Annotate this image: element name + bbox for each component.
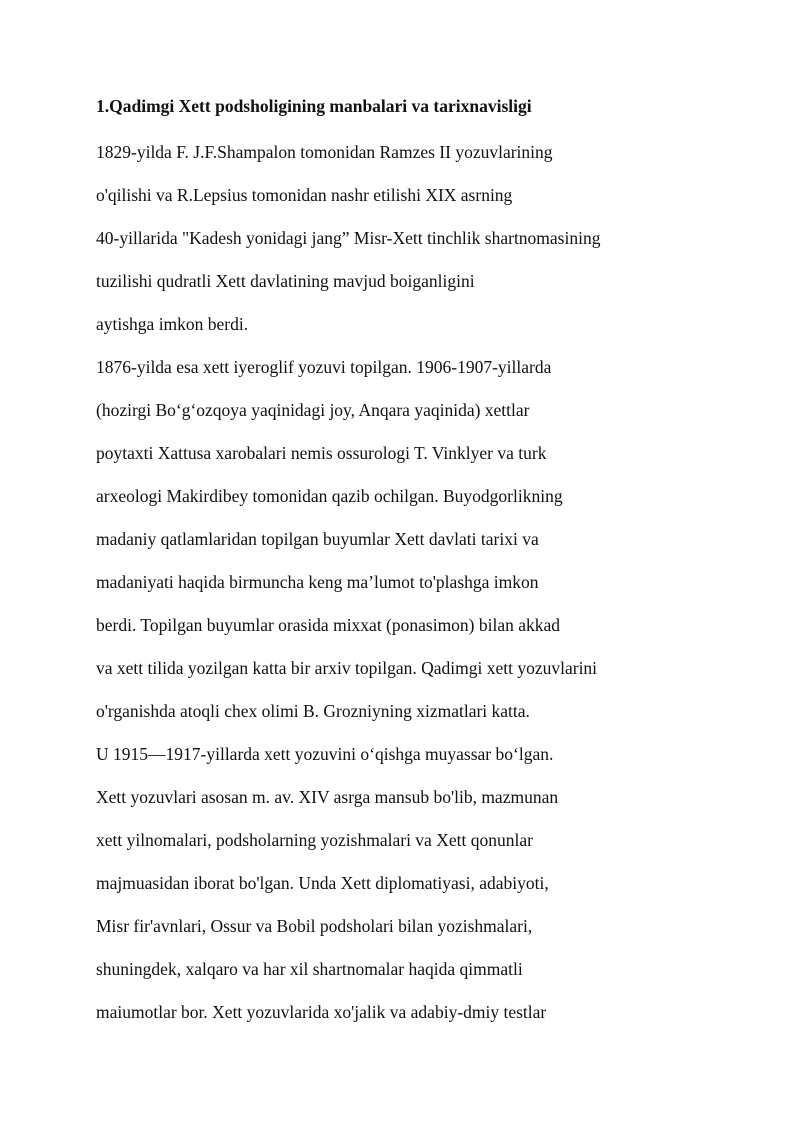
text-line: 1876-yilda esa xett iyeroglif yozuvi topilgan. 1906-1907-yillarda (96, 357, 552, 377)
text-line: majmuasidan iborat bo'lgan. Unda Xett diplomatiyasi, adabiyoti, (96, 873, 549, 893)
text-line: berdi. Topilgan buyumlar orasida mixxat (ponasimon) bilan akkad (96, 615, 561, 635)
text-line: (hozirgi Bo‘g‘ozqoya yaqinidagi joy, Anqara yaqinida) xettlar (96, 400, 530, 420)
text-line: aytishga imkon berdi. (96, 314, 249, 334)
text-line: 1829-yilda F. J.F.Shampalon tomonidan Ramzes II yozuvlarining (96, 142, 553, 162)
text-line: o'qilishi va R.Lepsius tomonidan nashr etilishi XIX asrning (96, 185, 513, 205)
text-line: o'rganishda atoqli chex olimi B. Grozniyning xizmatlari katta. (96, 701, 530, 721)
text-line: tuzilishi qudratli Xett davlatining mavjud boiganligini (96, 271, 475, 291)
text-line: Misr fir'avnlari, Ossur va Bobil podsholari bilan yozishmalari, (96, 916, 533, 936)
section-heading: 1.Qadimgi Xett podsholigining manbalari va tarixnavisligi (96, 96, 532, 116)
text-line: maiumotlar bor. Xett yozuvlarida xo'jalik va adabiy-dmiy testlar (96, 1002, 547, 1022)
text-line: poytaxti Xattusa xarobalari nemis ossurologi T. Vinklyer va turk (96, 443, 547, 463)
text-line: 40-yillarida "Kadesh yonidagi jang” Misr-Xett tinchlik shartnomasining (96, 228, 601, 248)
text-line: madaniyati haqida birmuncha keng ma’lumot to'plashga imkon (96, 572, 539, 592)
text-line: arxeologi Makirdibey tomonidan qazib ochilgan. Buyodgorlikning (96, 486, 563, 506)
text-line: xett yilnomalari, podsholarning yozishmalari va Xett qonunlar (96, 830, 533, 850)
text-line: Xett yozuvlari asosan m. av. XIV asrga mansub bo'lib, mazmunan (96, 787, 559, 807)
text-line: madaniy qatlamlaridan topilgan buyumlar Xett davlati tarixi va (96, 529, 539, 549)
text-line: va xett tilida yozilgan katta bir arxiv topilgan. Qadimgi xett yozuvlarini (96, 658, 598, 678)
text-line: U 1915—1917-yillarda xett yozuvini o‘qishga muyassar bo‘lgan. (96, 744, 554, 764)
text-line: shuningdek, xalqaro va har xil shartnomalar haqida qimmatli (96, 959, 523, 979)
